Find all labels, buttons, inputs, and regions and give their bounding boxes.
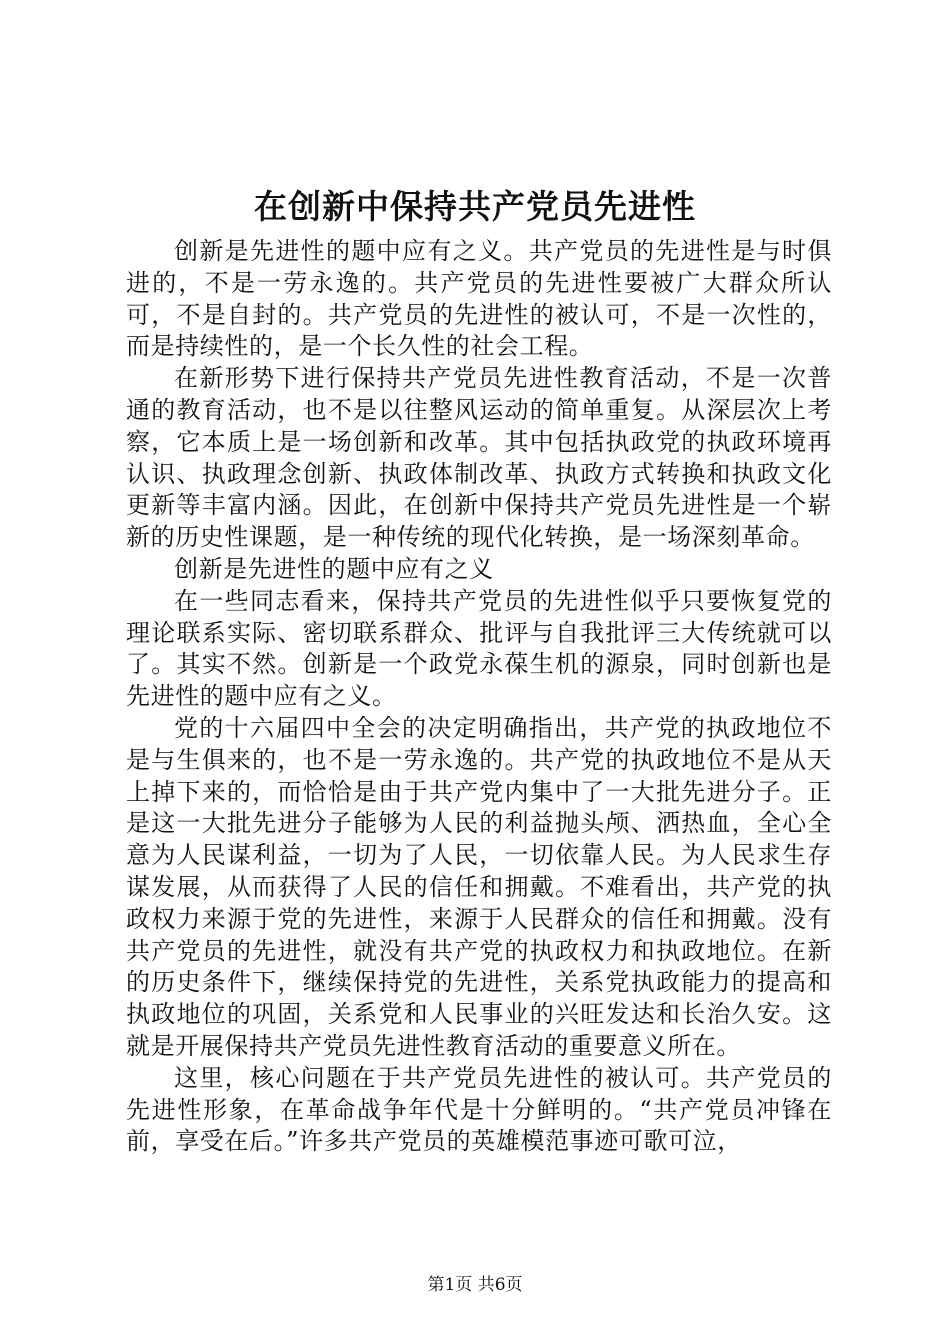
paragraph: 在新形势下进行保持共产党员先进性教育活动，不是一次普通的教育活动，也不是以往整风运动的简单重复。从深层次上考察，它本质上是一场创新和改革。其中包括执政党的执政环境再认识、执政理念创新、执政体制改革、执政方式转换和执政文化更新等丰富内涵。因此，在创新中保持共产党员先进性是一个崭新的历史性课题，是一种传统的现代化转换，是一场深刻革命。 [126, 364, 832, 552]
paragraph: 这里，核心问题在于共产党员先进性的被认可。共产党员的先进性形象，在革命战争年代是十分鲜明的。“共产党员冲锋在前，享受在后。”许多共产党员的英雄模范事迹可歌可泣， [126, 1063, 832, 1156]
paragraph: 党的十六届四中全会的决定明确指出，共产党的执政地位不是与生俱来的，也不是一劳永逸的。共产党的执政地位不是从天上掉下来的，而恰恰是由于共产党内集中了一大批先进分子。正是这一大批先进分子能够为人民的利益抛头颅、洒热血，全心全意为人民谋利益，一切为了人民，一切依靠人民。为人民求生存谋发展，从而获得了人民的信任和拥戴。不难看出，共产党的执政权力来源于党的先进性，来源于人民群众的信任和拥戴。没有共产党员的先进性，就没有共产党的执政权力和执政地位。在新的历史条件下，继续保持党的先进性，关系党执政能力的提高和执政地位的巩固，关系党和人民事业的兴旺发达和长治久安。这就是开展保持共产党员先进性教育活动的重要意义所在。 [126, 713, 832, 1060]
paragraph: 创新是先进性的题中应有之义。共产党员的先进性是与时俱进的，不是一劳永逸的。共产党员的先进性要被广大群众所认可，不是自封的。共产党员的先进性的被认可，不是一次性的，而是持续性的，是一个长久性的社会工程。 [126, 237, 832, 361]
section-heading: 创新是先进性的题中应有之义 [174, 554, 494, 583]
document-title: 在创新中保持共产党员先进性 [254, 187, 696, 226]
paragraph: 在一些同志看来，保持共产党员的先进性似乎只要恢复党的理论联系实际、密切联系群众、批评与自我批评三大传统就可以了。其实不然。创新是一个政党永葆生机的源泉，同时创新也是先进性的题中应有之义。 [126, 586, 832, 711]
document-body [126, 236, 832, 1158]
page-footer: 第1页 共6页 [427, 1275, 523, 1295]
